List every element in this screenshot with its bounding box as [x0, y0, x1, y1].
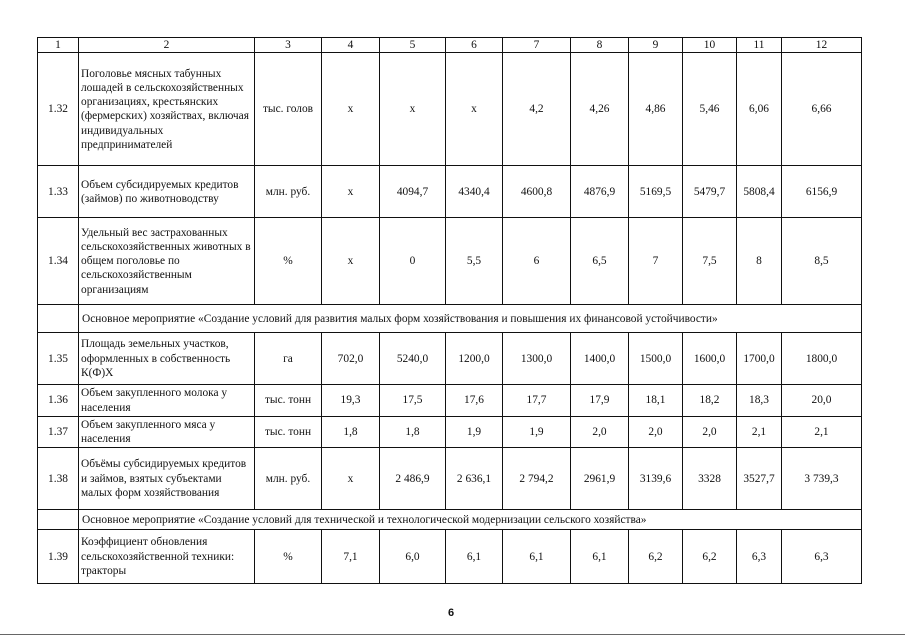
- table-row: [38, 416, 862, 448]
- value-cell: 6,3: [737, 530, 782, 584]
- value-cell: 3328: [683, 448, 737, 510]
- table-row: [38, 530, 862, 584]
- indicator-name-cell: Поголовье мясных табунных лошадей в сельскохозяйственных организациях, крестьянских (фермерских) хозяйствах, включая индивидуальных предпринимателей: [79, 53, 255, 166]
- table-body: [38, 38, 862, 584]
- value-cell: 4094,7: [380, 166, 446, 218]
- indicator-name-cell: Объёмы субсидируемых кредитов и займов, взятых субъектами малых форм хозяйствования: [79, 448, 255, 510]
- value-cell: 18,3: [737, 385, 782, 417]
- column-number-cell: 10: [683, 38, 737, 53]
- value-cell: 2,1: [737, 416, 782, 448]
- value-cell: 1400,0: [571, 333, 629, 385]
- value-cell: 5808,4: [737, 166, 782, 218]
- value-cell: 3527,7: [737, 448, 782, 510]
- indicators-table: [37, 37, 862, 584]
- indicator-name-cell: Объем субсидируемых кредитов (займов) по животноводству: [79, 166, 255, 218]
- value-cell: 2,0: [629, 416, 683, 448]
- value-cell: 5,5: [446, 218, 503, 305]
- column-number-row: [38, 38, 862, 53]
- value-cell: 8,5: [782, 218, 862, 305]
- column-number-cell: 11: [737, 38, 782, 53]
- value-cell: 20,0: [782, 385, 862, 417]
- value-cell: 6,2: [683, 530, 737, 584]
- row-number-cell: 1.34: [38, 218, 79, 305]
- value-cell: 17,6: [446, 385, 503, 417]
- value-cell: 6,1: [503, 530, 571, 584]
- indicator-name-cell: Площадь земельных участков, оформленных в собственность К(Ф)Х: [79, 333, 255, 385]
- value-cell: 5,46: [683, 53, 737, 166]
- unit-cell: га: [255, 333, 322, 385]
- value-cell: x: [322, 218, 380, 305]
- table-row: [38, 448, 862, 510]
- page-bottom-edge: [0, 634, 905, 635]
- row-number-cell: 1.32: [38, 53, 79, 166]
- value-cell: 6,06: [737, 53, 782, 166]
- value-cell: 0: [380, 218, 446, 305]
- section-row: [38, 305, 862, 333]
- value-cell: 1800,0: [782, 333, 862, 385]
- unit-cell: тыс. тонн: [255, 416, 322, 448]
- value-cell: 2,1: [782, 416, 862, 448]
- value-cell: 17,7: [503, 385, 571, 417]
- value-cell: x: [322, 53, 380, 166]
- column-number-cell: 3: [255, 38, 322, 53]
- page-number: 6: [448, 607, 455, 619]
- value-cell: 6,66: [782, 53, 862, 166]
- value-cell: 1200,0: [446, 333, 503, 385]
- unit-cell: %: [255, 218, 322, 305]
- unit-cell: тыс. голов: [255, 53, 322, 166]
- column-number-cell: 5: [380, 38, 446, 53]
- unit-cell: %: [255, 530, 322, 584]
- table-row: [38, 333, 862, 385]
- value-cell: 4,86: [629, 53, 683, 166]
- value-cell: 5240,0: [380, 333, 446, 385]
- column-number-cell: 9: [629, 38, 683, 53]
- section-title-cell: Основное мероприятие «Создание условий для технической и технологической модернизации сельского хозяйства»: [79, 510, 862, 530]
- value-cell: 3139,6: [629, 448, 683, 510]
- unit-cell: тыс. тонн: [255, 385, 322, 417]
- value-cell: 7: [629, 218, 683, 305]
- value-cell: 6: [503, 218, 571, 305]
- table-row: [38, 166, 862, 218]
- value-cell: 4340,4: [446, 166, 503, 218]
- row-number-cell: 1.36: [38, 385, 79, 417]
- value-cell: 1,8: [322, 416, 380, 448]
- value-cell: 8: [737, 218, 782, 305]
- value-cell: 2 794,2: [503, 448, 571, 510]
- value-cell: 1,9: [446, 416, 503, 448]
- value-cell: 6,0: [380, 530, 446, 584]
- value-cell: x: [322, 166, 380, 218]
- column-number-cell: 8: [571, 38, 629, 53]
- indicator-name-cell: Объем закупленного молока у населения: [79, 385, 255, 417]
- value-cell: 1600,0: [683, 333, 737, 385]
- row-number-cell: 1.35: [38, 333, 79, 385]
- value-cell: 2,0: [571, 416, 629, 448]
- column-number-cell: 12: [782, 38, 862, 53]
- value-cell: 17,5: [380, 385, 446, 417]
- value-cell: 4876,9: [571, 166, 629, 218]
- value-cell: 7,5: [683, 218, 737, 305]
- value-cell: x: [380, 53, 446, 166]
- table-row: [38, 218, 862, 305]
- unit-cell: млн. руб.: [255, 166, 322, 218]
- value-cell: 6156,9: [782, 166, 862, 218]
- value-cell: 17,9: [571, 385, 629, 417]
- value-cell: 7,1: [322, 530, 380, 584]
- value-cell: 6,1: [571, 530, 629, 584]
- value-cell: 2,0: [683, 416, 737, 448]
- unit-cell: млн. руб.: [255, 448, 322, 510]
- value-cell: 6,1: [446, 530, 503, 584]
- indicator-name-cell: Удельный вес застрахованных сельскохозяйственных животных в общем поголовье по сельскохозяйственным организациям: [79, 218, 255, 305]
- value-cell: 5479,7: [683, 166, 737, 218]
- value-cell: 2961,9: [571, 448, 629, 510]
- empty-number-cell: [38, 305, 79, 333]
- value-cell: 19,3: [322, 385, 380, 417]
- value-cell: 4,2: [503, 53, 571, 166]
- column-number-cell: 2: [79, 38, 255, 53]
- value-cell: 18,2: [683, 385, 737, 417]
- value-cell: 1,9: [503, 416, 571, 448]
- row-number-cell: 1.37: [38, 416, 79, 448]
- indicator-name-cell: Объем закупленного мяса у населения: [79, 416, 255, 448]
- value-cell: x: [446, 53, 503, 166]
- value-cell: 5169,5: [629, 166, 683, 218]
- empty-number-cell: [38, 510, 79, 530]
- column-number-cell: 6: [446, 38, 503, 53]
- value-cell: 1300,0: [503, 333, 571, 385]
- column-number-cell: 7: [503, 38, 571, 53]
- value-cell: 3 739,3: [782, 448, 862, 510]
- value-cell: 1700,0: [737, 333, 782, 385]
- column-number-cell: 4: [322, 38, 380, 53]
- value-cell: 4600,8: [503, 166, 571, 218]
- value-cell: 6,5: [571, 218, 629, 305]
- indicator-name-cell: Коэффициент обновления сельскохозяйственной техники: тракторы: [79, 530, 255, 584]
- value-cell: 1500,0: [629, 333, 683, 385]
- table-row: [38, 53, 862, 166]
- section-title-cell: Основное мероприятие «Создание условий для развития малых форм хозяйствования и повышения их финансовой устойчивости»: [79, 305, 862, 333]
- column-number-cell: 1: [38, 38, 79, 53]
- row-number-cell: 1.38: [38, 448, 79, 510]
- section-row: [38, 510, 862, 530]
- value-cell: 18,1: [629, 385, 683, 417]
- row-number-cell: 1.33: [38, 166, 79, 218]
- value-cell: 6,2: [629, 530, 683, 584]
- value-cell: 702,0: [322, 333, 380, 385]
- value-cell: 1,8: [380, 416, 446, 448]
- value-cell: 6,3: [782, 530, 862, 584]
- value-cell: 2 636,1: [446, 448, 503, 510]
- table-row: [38, 385, 862, 417]
- row-number-cell: 1.39: [38, 530, 79, 584]
- value-cell: 2 486,9: [380, 448, 446, 510]
- value-cell: x: [322, 448, 380, 510]
- value-cell: 4,26: [571, 53, 629, 166]
